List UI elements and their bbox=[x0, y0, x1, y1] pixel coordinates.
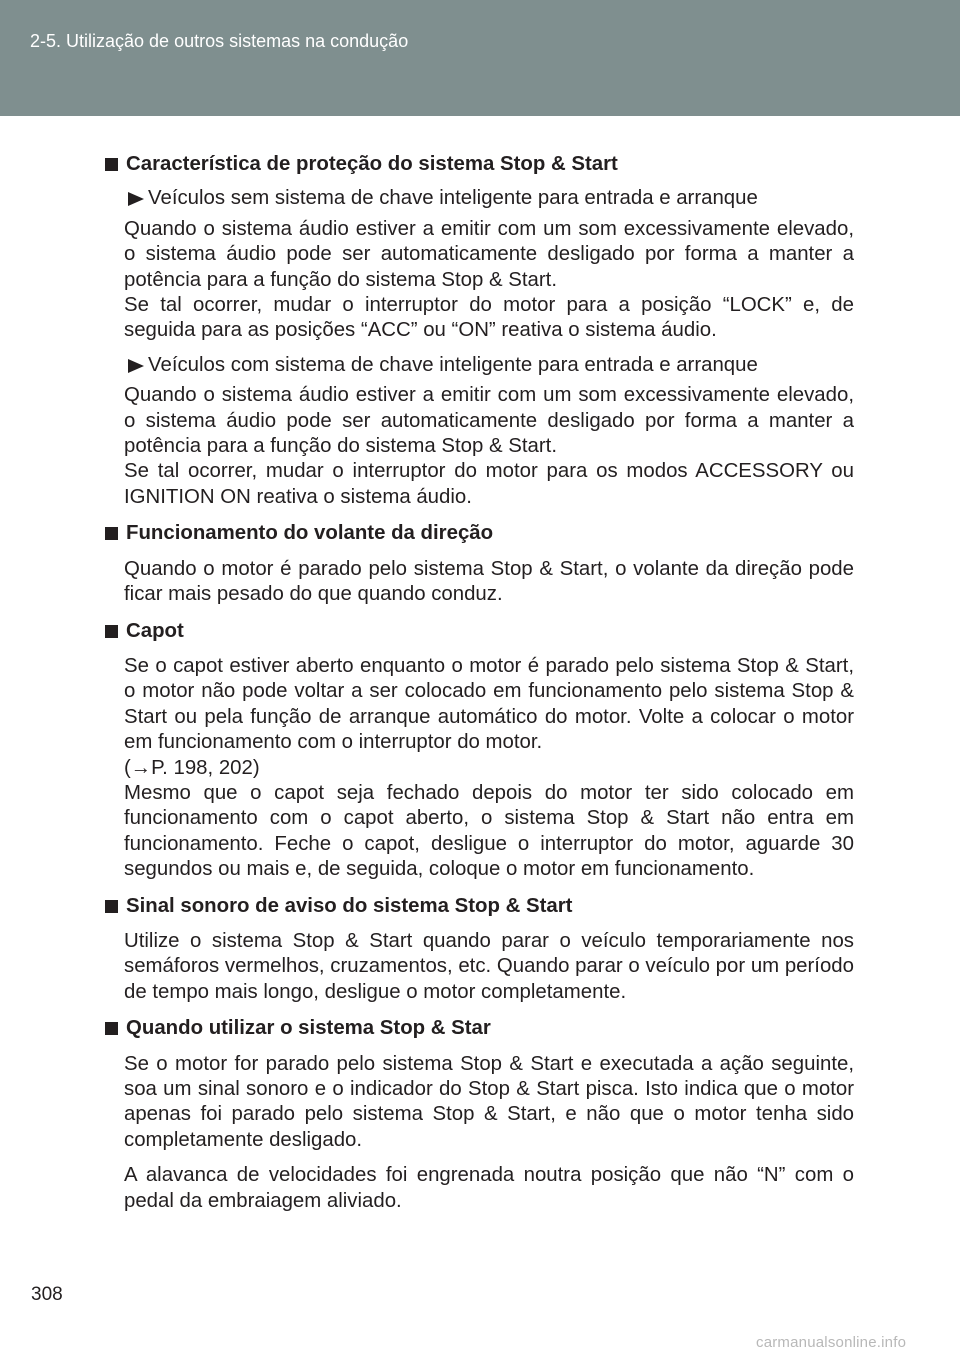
section-heading: Funcionamento do volante da direção bbox=[104, 521, 854, 546]
page-content bbox=[104, 152, 854, 1214]
square-bullet-icon bbox=[105, 625, 118, 638]
page-reference: (→P. 198, 202) bbox=[124, 756, 260, 779]
paragraph: Se o capot estiver aberto enquanto o motor é parado pelo sistema Stop & Start, o motor não pode voltar a ser colocado em funcionamento pelo sistema Stop & Start ou pela função de arranque automático do motor. Volte a colocar o motor em funcionamento com o interruptor do motor. bbox=[124, 654, 854, 754]
section-when-using bbox=[104, 1016, 854, 1214]
square-bullet-icon bbox=[105, 527, 118, 540]
paragraph: Quando o motor é parado pelo sistema Stop & Start, o volante da direção pode ficar mais pesado do que quando conduz. bbox=[124, 557, 854, 606]
paragraph: A alavanca de velocidades foi engrenada noutra posição que não “N” com o pedal da embraiagem aliviado. bbox=[124, 1164, 854, 1212]
section-warning-buzzer bbox=[104, 894, 854, 1006]
paragraph: Mesmo que o capot seja fechado depois do motor ter sido colocado em funcionamento com o capot aberto, o sistema Stop & Start não entra em funcionamento. Feche o capot, desligue o interruptor do motor, aguarde 30 segundos ou mais e, de seguida, coloque o motor em funcionamento. bbox=[124, 781, 854, 881]
section-heading: Capot bbox=[104, 619, 854, 644]
page-number: 308 bbox=[31, 1284, 63, 1305]
section-stop-start-protection bbox=[104, 152, 854, 510]
paragraph: Se tal ocorrer, mudar o interruptor do motor para a posição “LOCK” e, de seguida para as posições “ACC” ou “ON” reativa o sistema áudio. bbox=[124, 294, 854, 342]
square-bullet-icon bbox=[105, 1022, 118, 1035]
section-heading: Sinal sonoro de aviso do sistema Stop & Start bbox=[104, 894, 854, 919]
triangle-bullet-icon bbox=[128, 192, 144, 206]
section-steering bbox=[104, 521, 854, 607]
watermark: carmanualsonline.info bbox=[756, 1334, 907, 1351]
paragraph: Quando o sistema áudio estiver a emitir com um som excessivamente elevado, o sistema áudio pode ser automaticamente desligado por forma a manter a potência para a função do sistema Stop & Start. bbox=[124, 384, 854, 458]
paragraph: Utilize o sistema Stop & Start quando parar o veículo temporariamente nos semáforos vermelhos, cruzamentos, etc. Quando parar o veículo por um período de tempo mais longo, desligue o motor completamente. bbox=[124, 929, 854, 1003]
subsection-heading: Veículos sem sistema de chave inteligente para entrada e arranque bbox=[104, 186, 854, 211]
subsection-heading: Veículos com sistema de chave inteligente para entrada e arranque bbox=[104, 353, 854, 378]
paragraph: Se tal ocorrer, mudar o interruptor do motor para os modos ACCESSORY ou IGNITION ON reativa o sistema áudio. bbox=[124, 460, 854, 508]
paragraph: Se o motor for parado pelo sistema Stop & Start e executada a ação seguinte, soa um sinal sonoro e o indicador do Stop & Start pisca. Isto indica que o motor apenas foi parado pelo sistema Stop & Start, e não que o motor tenha sido completamente desligado. bbox=[124, 1052, 854, 1151]
square-bullet-icon bbox=[105, 900, 118, 913]
section-hood bbox=[104, 619, 854, 883]
square-bullet-icon bbox=[105, 158, 118, 171]
triangle-bullet-icon bbox=[128, 359, 144, 373]
page-header bbox=[0, 0, 960, 116]
chapter-title: 2-5. Utilização de outros sistemas na condução bbox=[30, 31, 409, 51]
section-heading: Característica de proteção do sistema Stop & Start bbox=[104, 152, 854, 177]
section-heading: Quando utilizar o sistema Stop & Star bbox=[104, 1016, 854, 1041]
paragraph: Quando o sistema áudio estiver a emitir com um som excessivamente elevado, o sistema áudio pode ser automaticamente desligado por forma a manter a potência para a função do sistema Stop & Start. bbox=[124, 217, 854, 291]
